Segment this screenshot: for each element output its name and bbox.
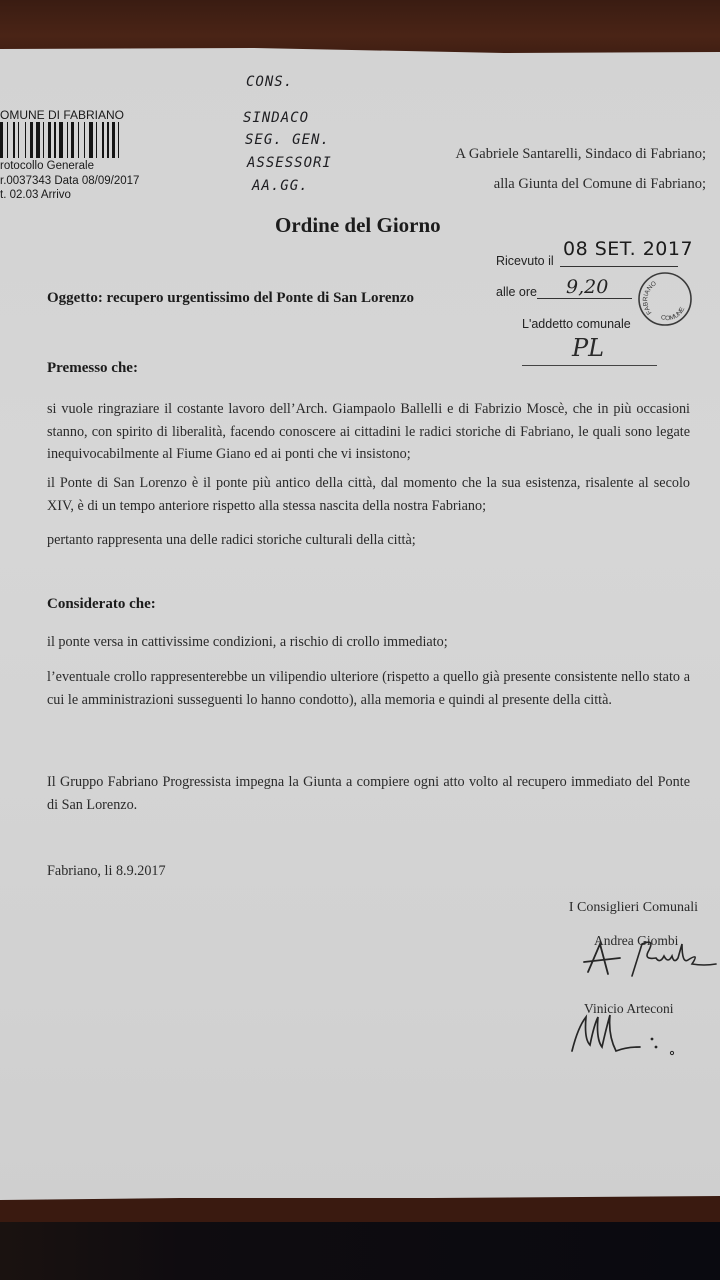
subject-line: Oggetto: recupero urgentissimo del Ponte di San Lorenzo — [47, 290, 415, 306]
handwritten-note: SINDACO — [243, 110, 310, 126]
barcode-bar — [25, 122, 26, 158]
barcode-bar — [118, 122, 119, 158]
received-date: 08 SET. 2017 — [563, 238, 694, 260]
stamp-text-bottom: COMUNE — [659, 306, 687, 323]
received-label: Ricevuto il — [496, 254, 554, 268]
barcode — [0, 122, 158, 158]
consideration-paragraph: l’eventuale crollo rappresenterebbe un vilipendio ulteriore (rispetto a quello già presente consistente nello stato a cui le amministrazioni susseguenti lo hanno condotto), alla memoria e quindi al presente della città. — [47, 669, 690, 708]
wooden-table-edge — [0, 1195, 720, 1225]
barcode-bar — [18, 122, 19, 158]
barcode-bar — [7, 122, 8, 158]
barcode-bar — [36, 122, 40, 158]
handwritten-signature — [560, 1005, 690, 1065]
time-label: alle ore — [496, 285, 537, 299]
received-time: 9,20 — [566, 276, 609, 298]
signer-name: Vinicio Arteconi — [584, 1001, 674, 1016]
clerk-initials: PL — [572, 334, 605, 362]
section-heading-premesso: Premesso che: — [47, 360, 138, 376]
barcode-bar — [13, 122, 15, 158]
barcode-bar — [30, 122, 33, 158]
signer-name: Andrea Giombi — [594, 933, 679, 948]
handwritten-note: CONS. — [246, 74, 294, 90]
barcode-bar — [59, 122, 63, 158]
handwritten-signature — [560, 930, 720, 990]
barcode-bar — [54, 122, 56, 158]
addressee-council: alla Giunta del Comune di Fabriano; — [493, 176, 706, 192]
handwritten-note: SEG. GEN. — [245, 132, 330, 148]
barcode-bar — [78, 122, 79, 158]
round-municipal-stamp — [637, 271, 693, 327]
consideration-paragraph: il ponte versa in cattivissime condizioni, a rischio di crollo immediato; — [47, 634, 448, 650]
premise-paragraph: pertanto rappresenta una delle radici storiche culturali della città; — [47, 532, 416, 548]
place-and-date: Fabriano, li 8.9.2017 — [47, 863, 166, 879]
stamp-line — [522, 365, 657, 366]
stamp-line — [560, 266, 678, 267]
handwritten-note: ASSESSORI — [247, 155, 332, 171]
svg-text:COMUNE — [657, 300, 688, 327]
protocol-label-line: rotocollo Generale — [0, 160, 94, 172]
barcode-bar — [84, 122, 85, 158]
barcode-bar — [96, 122, 97, 158]
protocol-classification: t. 02.03 Arrivo — [0, 189, 71, 201]
clerk-label: L'addetto comunale — [522, 317, 631, 331]
stamp-line — [537, 298, 632, 299]
barcode-bar — [0, 122, 3, 158]
barcode-bar — [107, 122, 109, 158]
signers-heading: I Consiglieri Comunali — [568, 900, 698, 915]
protocol-number-date: r.0037343 Data 08/09/2017 — [0, 175, 140, 187]
protocol-label-header: OMUNE DI FABRIANO — [0, 108, 125, 122]
premise-paragraph: il Ponte di San Lorenzo è il ponte più antico della città, dal momento che la sua esistenza, risalente al secolo XIV, è di un tempo anteriore rispetto alla stessa nascita della nostra Fabriano; — [47, 475, 690, 514]
barcode-bar — [48, 122, 51, 158]
stamp-text-top: FABRIANO — [642, 280, 658, 316]
barcode-bar — [67, 122, 68, 158]
barcode-bar — [43, 122, 44, 158]
resolution-paragraph: Il Gruppo Fabriano Progressista impegna la Giunta a compiere ogni atto volto al recupero immediato del Ponte di San Lorenzo. — [47, 774, 690, 813]
barcode-bar — [112, 122, 115, 158]
barcode-bar — [89, 122, 93, 158]
barcode-bar — [71, 122, 74, 158]
addressee-mayor: A Gabriele Santarelli, Sindaco di Fabriano; — [455, 146, 706, 162]
section-heading-considerato: Considerato che: — [47, 596, 156, 612]
document-title: Ordine del Giorno — [275, 213, 441, 237]
dark-background — [0, 1222, 720, 1280]
handwritten-note: AA.GG. — [252, 178, 309, 194]
premise-paragraph: si vuole ringraziare il costante lavoro dell’Arch. Giampaolo Ballelli e di Fabrizio Moscè, che in più occasioni stanno, con spirito di liberalità, facendo conoscere ai cittadini le radici storiche di Fabriano, le quali sono legate inequivocabilmente al Fiume Giano ed ai ponti che vi insistono; — [47, 401, 690, 462]
barcode-bar — [102, 122, 104, 158]
